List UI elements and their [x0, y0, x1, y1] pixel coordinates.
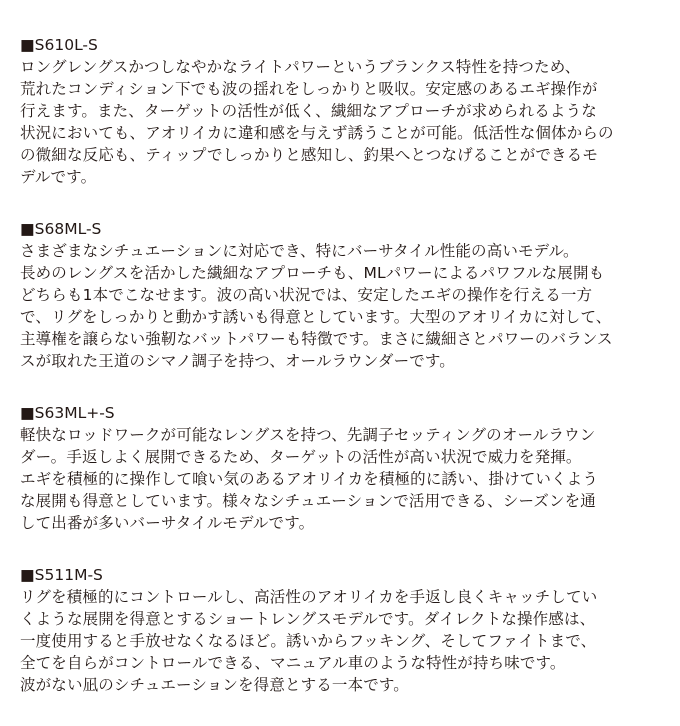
text-line: くような展開を得意とするショートレングスモデルです。ダイレクトな操作感は、: [20, 610, 596, 628]
section-s63ml-plus-s: [20, 402, 668, 534]
section-s610l-s: [20, 34, 668, 188]
section-heading: ■S610L-S: [20, 36, 98, 54]
text-line: さまざまなシチュエーションに対応でき、特にバーサタイル性能の高いモデル。: [20, 242, 579, 260]
text-line: 行えます。また、ターゲットの活性が低く、繊細なアプローチが求められるような: [20, 102, 597, 120]
text-line: スが取れた王道のシマノ調子を持つ、オールラウンダーです。: [20, 352, 455, 370]
text-line: 長めのレングスを活かした繊細なアプローチも、MLパワーによるパワフルな展開も: [20, 264, 605, 282]
section-heading: ■S68ML-S: [20, 220, 102, 238]
section-heading: ■S63ML+-S: [20, 404, 115, 422]
text-line: して出番が多いバーサタイルモデルです。: [20, 514, 315, 532]
text-line: デルです。: [20, 168, 97, 186]
text-line: な展開も得意としています。様々なシチュエーションで活用できる、シーズンを通: [20, 492, 596, 510]
text-line: 波がない凪のシチュエーションを得意とする一本です。: [20, 676, 409, 694]
text-line: エギを積極的に操作して喰い気のあるアオリイカを積極的に誘い、掛けていくよう: [20, 470, 598, 488]
text-line: 全てを自らがコントロールできる、マニュアル車のような特性が持ち味です。: [20, 654, 566, 672]
section-s511m-s: [20, 564, 668, 696]
text-line: 一度使用すると手放せなくなるほど。誘いからフッキング、そしてファイトまで、: [20, 632, 597, 650]
text-line: 状況においても、アオリイカに違和感を与えず誘うことが可能。低活性な個体からの: [20, 124, 614, 142]
text-line: リグを積極的にコントロールし、高活性のアオリイカを手返し良くキャッチしてい: [20, 588, 598, 606]
text-line: 主導権を譲らない強靭なバットパワーも特徴です。まさに繊細さとパワーのバランス: [20, 330, 613, 348]
product-description: [20, 34, 668, 726]
section-s68ml-s: [20, 218, 668, 372]
text-line: の微細な反応も、ティップでしっかりと感知し、釣果へとつなげることができるモ: [20, 146, 598, 164]
text-line: 荒れたコンディション下でも波の揺れをしっかりと吸収。安定感のあるエギ操作が: [20, 80, 598, 98]
text-line: どちらも1本でこなせます。波の高い状況では、安定したエギの操作を行える一方: [20, 286, 593, 304]
text-line: ロングレングスかつしなやかなライトパワーというブランクス特性を持つため、: [20, 58, 581, 76]
text-line: ダー。手返しよく展開できるため、ターゲットの活性が高い状況で威力を発揮。: [20, 448, 582, 466]
section-heading: ■S511M-S: [20, 566, 103, 584]
text-line: で、リグをしっかりと動かす誘いも得意としています。大型のアオリイカに対して、: [20, 308, 612, 326]
text-line: 軽快なロッドワークが可能なレングスを持つ、先調子セッティングのオールラウン: [20, 426, 596, 444]
